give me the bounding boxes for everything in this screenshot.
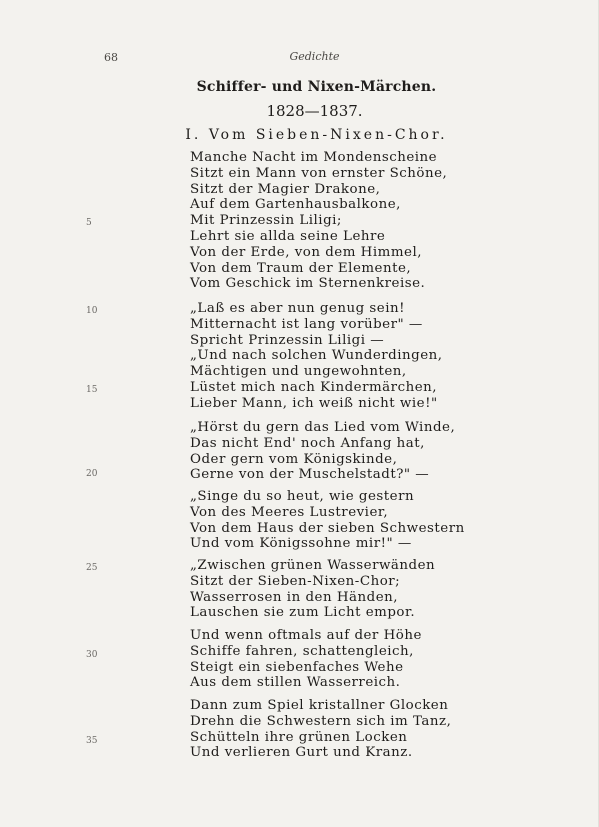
stanza-6 <box>190 628 422 691</box>
verse-line: Auf dem Gartenhausbalkone, <box>190 197 401 213</box>
stanza-2 <box>190 301 443 412</box>
line-number: 5 <box>86 218 92 228</box>
verse-line: Vom Geschick im Sternenkreise. <box>190 276 426 292</box>
verse-line: „Hörst du gern das Lied vom Winde, <box>190 420 456 435</box>
verse-line: „Und nach solchen Wunderdingen, <box>190 348 443 364</box>
verse-line: „Laß es aber nun genug sein! <box>190 301 405 316</box>
verse-line: Von dem Traum der Elemente, <box>190 260 412 276</box>
verse-line: Das nicht End' noch Anfang hat, <box>190 435 425 451</box>
verse-line: Aus dem stillen Wasserreich. <box>190 675 401 691</box>
poem-subtitle: I. Vom Sieben-Nixen-Chor. <box>185 127 448 143</box>
verse-line: Wasserrosen in den Händen, <box>190 589 398 605</box>
page-number: 68 <box>104 51 118 64</box>
stanza-3 <box>190 420 455 483</box>
verse-line: Schütteln ihre grünen Locken <box>190 729 408 745</box>
verse-line: Von dem Haus der sieben Schwestern <box>190 520 465 536</box>
verse-line: Sitzt der Magier Drakone, <box>190 181 381 197</box>
verse-line: Dann zum Spiel kristallner Glocken <box>190 698 449 713</box>
verse-line: „Zwischen grünen Wasserwänden <box>190 558 436 573</box>
verse-line: Schiffe fahren, schattengleich, <box>190 643 414 659</box>
verse-line: Sitzt ein Mann von ernster Schöne, <box>190 165 448 181</box>
line-number: 20 <box>86 469 98 479</box>
verse-line: Mitternacht ist lang vorüber" — <box>190 316 423 332</box>
verse-line: Lüstet mich nach Kindermärchen, <box>190 379 437 395</box>
verse-line: Gerne von der Muschelstadt?" — <box>190 467 430 483</box>
verse-line: Lehrt sie allda seine Lehre <box>190 228 386 244</box>
verse-line: Und wenn oftmals auf der Höhe <box>190 628 422 643</box>
line-number: 35 <box>86 736 98 746</box>
poem-years: 1828—1837. <box>266 102 363 120</box>
verse-line: Oder gern vom Königskinde, <box>190 451 398 467</box>
verse-line: Lieber Mann, ich weiß nicht wie!" <box>190 395 438 411</box>
running-head: Gedichte <box>289 50 340 63</box>
stanza-1 <box>190 150 447 292</box>
stanza-4 <box>190 489 465 552</box>
verse-line: Lauschen sie zum Licht empor. <box>190 605 416 621</box>
poem-title: Schiffer- und Nixen-Märchen. <box>196 79 437 95</box>
line-number: 10 <box>86 306 98 316</box>
stanza-5 <box>190 558 435 621</box>
verse-line: „Singe du so heut, wie gestern <box>190 489 415 504</box>
verse-line: Manche Nacht im Mondenscheine <box>190 150 438 165</box>
verse-line: Von der Erde, von dem Himmel, <box>190 244 422 260</box>
line-number: 30 <box>86 650 98 660</box>
verse-line: Sitzt der Sieben-Nixen-Chor; <box>190 573 401 589</box>
verse-line: Und vom Königssohne mir!" — <box>190 536 412 552</box>
stanza-7 <box>190 698 451 761</box>
verse-line: Steigt ein siebenfaches Wehe <box>190 659 404 675</box>
verse-line: Mächtigen und ungewohnten, <box>190 364 407 380</box>
line-number: 25 <box>86 563 98 573</box>
verse-line: Drehn die Schwestern sich im Tanz, <box>190 713 452 729</box>
verse-line: Von des Meeres Lustrevier, <box>190 504 389 520</box>
verse-line: Und verlieren Gurt und Kranz. <box>190 745 413 761</box>
verse-line: Mit Prinzessin Liligi; <box>190 213 342 229</box>
verse-line: Spricht Prinzessin Liligi — <box>190 332 385 348</box>
line-number: 15 <box>86 385 98 395</box>
